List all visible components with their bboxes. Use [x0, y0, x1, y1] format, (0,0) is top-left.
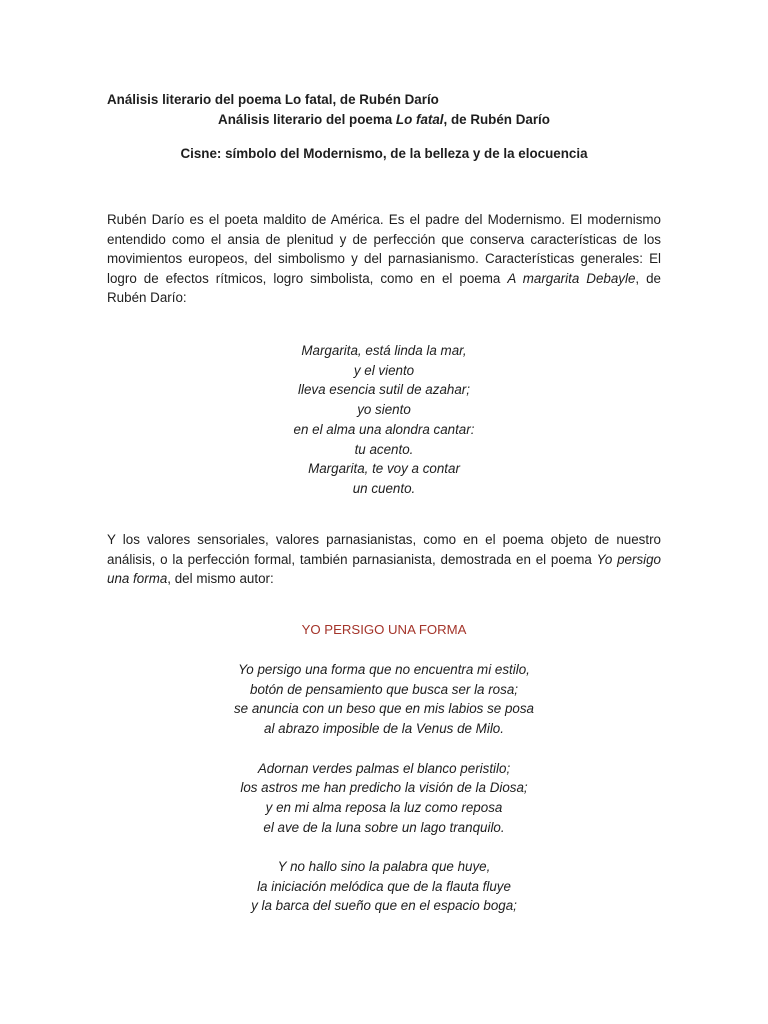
poem-title: YO PERSIGO UNA FORMA	[301, 622, 467, 637]
poem-margarita	[107, 341, 661, 499]
poem-line: Y no hallo sino la palabra que huye,	[277, 859, 491, 874]
poem-line: tu acento.	[354, 441, 414, 457]
paragraph-intro-text: Rubén Darío es el poeta maldito de América. Es el padre del Modernismo. El modernismo entendido como el ansia de plenitud y de perfección que conserva características de los movimientos europeos, del simbolismo y del parnasianismo. Características generales: El logro de efectos rítmicos, logro simbolista, como en el poema	[107, 212, 661, 286]
poem-line: Margarita, te voy a contar	[308, 461, 460, 477]
poem-line: los astros me han predicho la visión de la Diosa;	[240, 780, 528, 796]
poem-line: al abrazo imposible de la Venus de Milo.	[264, 721, 504, 737]
poem-line: el ave de la luna sobre un lago tranquilo.	[263, 819, 505, 835]
stanza-gap	[107, 837, 661, 857]
poem-line: y el viento	[353, 362, 415, 378]
poem-line: lleva esencia sutil de azahar;	[298, 382, 470, 398]
paragraph-intro-after: , de Rubén Darío:	[107, 270, 662, 306]
poem-line: la iniciación melódica que de la flauta fluye	[257, 878, 511, 894]
document-title	[107, 112, 661, 127]
paragraph-values-after: , del mismo autor:	[167, 571, 274, 587]
poem-line: se anuncia con un beso que en mis labios se posa	[233, 701, 534, 717]
poem-line: botón de pensamiento que busca ser la rosa;	[250, 681, 518, 697]
poem-line: Margarita, está linda la mar,	[301, 343, 467, 358]
poem-line: y la barca del sueño que en el espacio boga;	[251, 898, 517, 914]
paragraph-intro-italic: A margarita Debayle	[507, 270, 636, 286]
poem-yo-persigo	[107, 660, 661, 916]
poem-line: un cuento.	[352, 480, 416, 496]
paragraph-values-italic: Yo persigo una forma	[107, 551, 662, 587]
document-header-title: Análisis literario del poema Lo fatal, de Rubén Darío	[107, 92, 439, 107]
poem-line: yo siento	[357, 402, 411, 418]
document-subtitle: Cisne: símbolo del Modernismo, de la belleza y de la elocuencia	[180, 146, 588, 161]
poem-line: Yo persigo una forma que no encuentra mi estilo,	[238, 662, 530, 677]
paragraph-values-text: Y los valores sensoriales, valores parnasianistas, como en el poema objeto de nuestro análisis, o la perfección formal, también parnasianista, demostrada en el poema	[107, 532, 661, 567]
paragraph-intro	[107, 210, 661, 308]
title-text-after: , de Rubén Darío	[443, 112, 550, 127]
poem-line: en el alma una alondra cantar:	[293, 421, 475, 437]
poem-line: y en mi alma reposa la luz como reposa	[265, 799, 503, 815]
poem-line: Adornan verdes palmas el blanco peristilo;	[257, 760, 511, 776]
paragraph-values	[107, 530, 661, 589]
title-text-before: Análisis literario del poema	[218, 112, 396, 127]
title-text-italic: Lo fatal	[395, 112, 444, 127]
stanza-gap	[107, 739, 661, 759]
